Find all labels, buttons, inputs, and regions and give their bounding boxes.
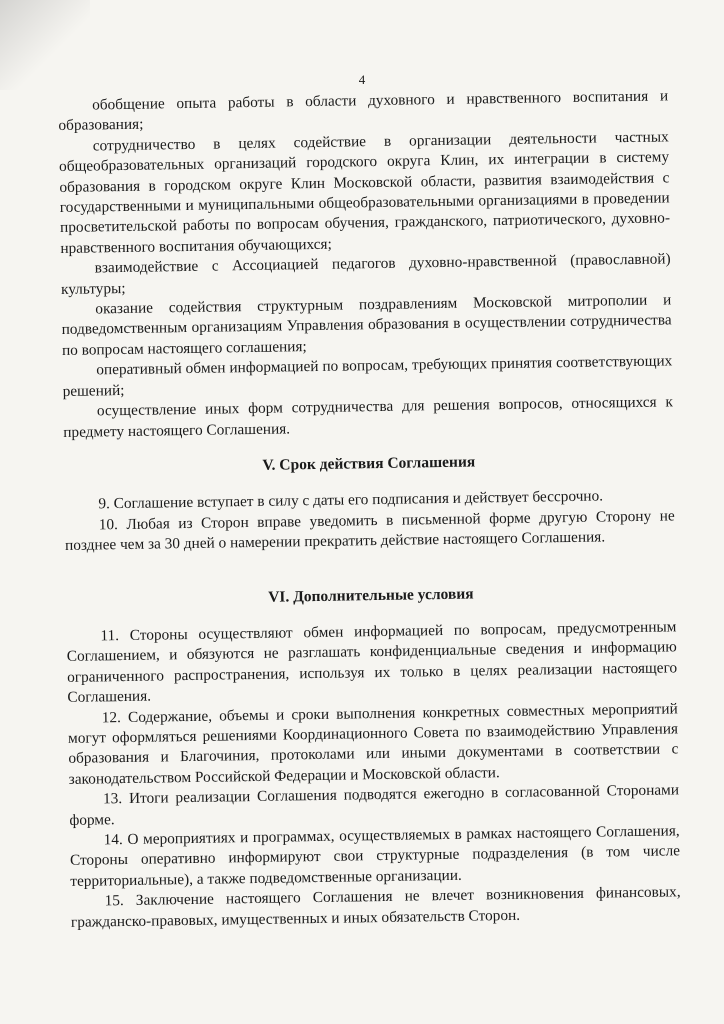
paragraph: 9. Соглашение вступает в силу с даты его подписания и действует бессрочно.: [98, 487, 604, 513]
paragraph: 11. Стороны осуществляют обмен информацией по вопросам, предусмотренным Соглашением, и обязуются не разглашать конфиденциальные сведения и информацию ограниченного распространения, используя их только в целях реализации настоящего Соглашения.: [66, 618, 678, 707]
paragraph: сотрудничество в целях содействие в организации деятельности частных общеобразовательных организаций городского округа Клин, их интеграции в систему образования в городском округе Клин Московской области, развития взаимодействия с государственными и муниципальными общеобразовательными организациями в проведении просветительской работы по вопросам обучения, гражданского, патриотического, духовно-нравственного воспитания обучающихся;: [58, 128, 671, 257]
paragraph: оказание содействия структурным поздравлениям Московской митрополии и подведомственным организациям Управления образования в осуществлении сотрудничества по вопросам настоящего соглашения;: [61, 291, 672, 359]
paragraph: 13. Итоги реализации Соглашения подводятся ежегодно в согласованной Сторонами форме.: [69, 781, 680, 829]
paragraph: 14. О мероприятиях и программах, осуществляемых в рамках настоящего Соглашения, Стороны оперативно информируют свои структурные подразделения (в том числе территориальные), а также подведомственные организации.: [69, 822, 681, 890]
paragraph: осуществление иных форм сотрудничества для решения вопросов, относящихся к предмету настоящего Соглашения.: [63, 393, 674, 441]
document-body: [58, 86, 681, 933]
paragraph: 12. Содержание, объемы и сроки выполнения конкретных совместных мероприятий могут оформляться решениями Координационного Совета по взаимодействию Управления образования и Благочиния, протоколами или иными документами в соответствии с законодательством Российской Федерации и Московской области.: [67, 699, 679, 788]
paragraph: взаимодействие с Ассоциацией педагогов духовно-нравственной (православной) культуры;: [60, 250, 671, 298]
section-title-vi: VI. Дополнительные условия: [268, 585, 474, 606]
paragraph: обобщение опыта работы в области духовного и нравственного воспитания и образования;: [58, 87, 669, 135]
section-title-v: V. Срок действия Соглашения: [262, 453, 476, 474]
paragraph: оперативный обмен информацией по вопросам, требующих принятия соответствующих решений;: [62, 352, 673, 400]
paragraph: 15. Заключение настоящего Соглашения не влечет возникновения финансовых, гражданско-правовых, имущественных и иных обязательств Сторон.: [70, 883, 681, 931]
page-number: 4: [358, 72, 366, 87]
paragraph: 10. Любая из Сторон вправе уведомить в письменной форме другую Сторону не позднее чем за 30 дней о намерении прекратить действие настоящего Соглашения.: [64, 507, 675, 555]
